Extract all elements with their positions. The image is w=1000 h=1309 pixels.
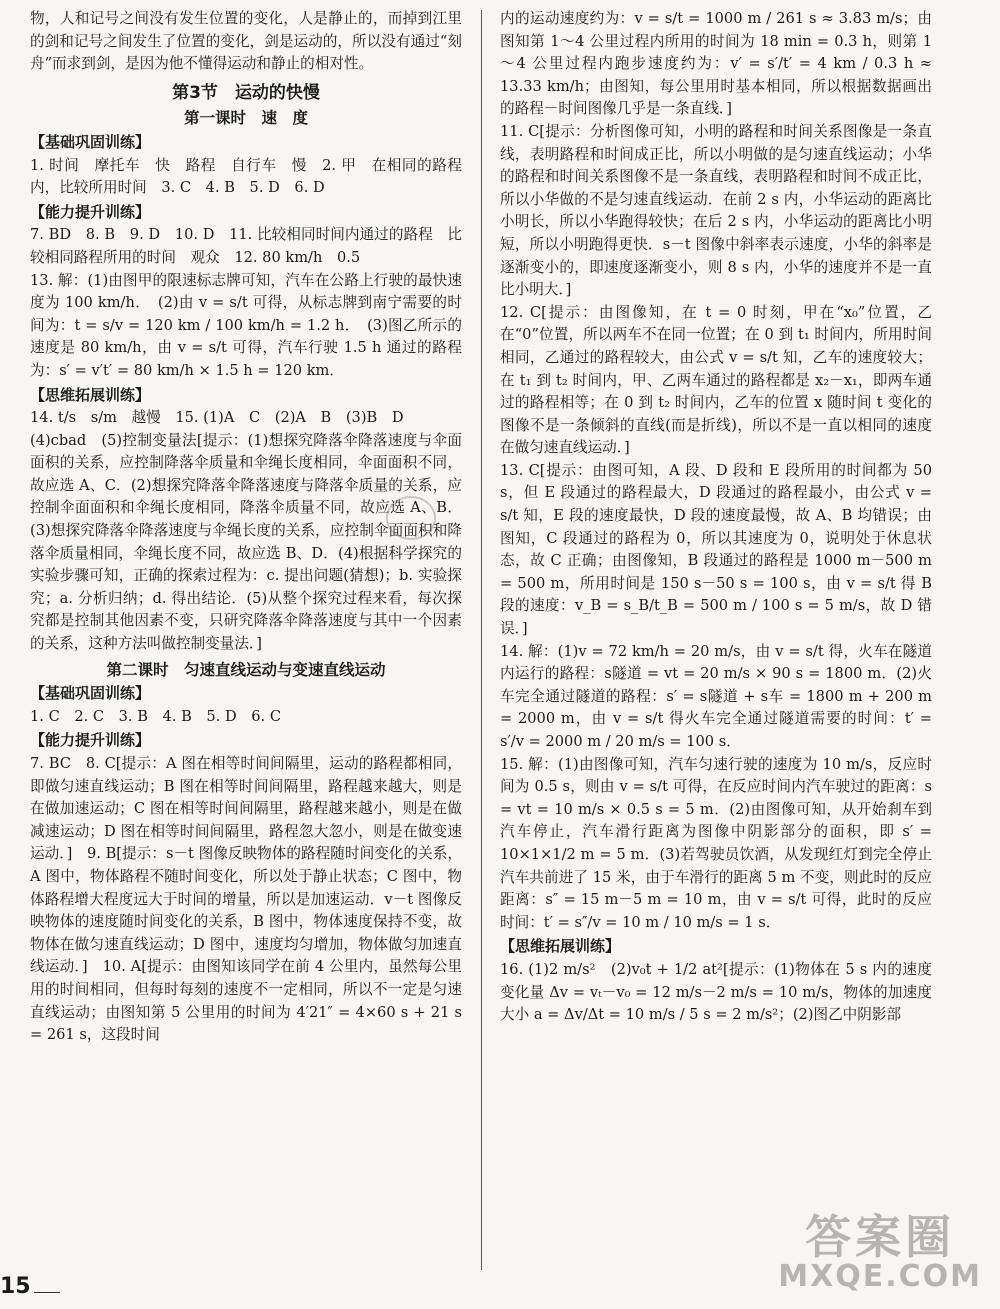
answer-11: 11. C[提示：分析图像可知，小明的路程和时间关系图像是一条直线，表明路程和时间成正比，所以小明做的是匀速直线运动；小华的路程和时间关系图像不是一条直线，表明路程和时间不成正比，所以小华做的不是匀速直线运动．在前 2 s 内，小华运动的距离比小明长，所以小华跑得较快；在后 2 s 内，小华运动的距离比小明短，所以小明跑得更快．s－t 图像中斜率表示速度，小华的斜率是逐渐变小的，即速度逐渐变小，则 8 s 内，小华的速度并不是一直比小明大．] <box>500 122 932 299</box>
watermark-line2: MXQE.COM <box>778 1259 982 1294</box>
lesson1-title: 第一课时 速 度 <box>183 109 308 128</box>
thinking-training-heading: 【思维拓展训练】 <box>30 385 151 404</box>
answer-13: 13. 解：(1)由图甲的限速标志牌可知，汽车在公路上行驶的最快速度为 100 km/h． (2)由 v = s/t 可得，从标志牌到南宁需要的时间为：t = s/v = 120 km / 100 km/h = 1.2 h． (3)图乙所示的速度是 80 km/h，由 v = s/t 可得，汽车行驶 1.5 h 通过的路程为：s′ = v′t′ = 80 km/h × 1.5 h = 120 km． <box>30 271 462 379</box>
answer-14-15: 14. t/s s/m 越慢 15. (1)A C (2)A B (3)B D <box>30 409 404 427</box>
footer-rule <box>34 1292 60 1293</box>
answer-15-right: 15. 解：(1)由图像可知，汽车匀速行驶的速度为 10 m/s，反应时间为 0.5 s，则由 v = s/t 可得，在反应时间内汽车驶过的距离：s = vt = 10 m/s × 0.5 s = 5 m．(2)由图像可知，从开始刹车到汽车停止，汽车滑行距离为图像中阴影部分的面积，即 s′ = 10×1×1/2 m = 5 m．(3)若驾驶员饮酒，从发现红灯到完全停止汽车共前进了 15 米，由于车滑行的距离 5 m 不变，则此时的反应距离：s″ = 15 m－5 m = 10 m，由 v = s/t 可得，此时的反应时间：t′ = s″/v = 10 m / 10 m/s = 1 s． <box>500 755 932 931</box>
ability-training-heading: 【能力提升训练】 <box>30 202 151 221</box>
column-divider <box>481 10 482 1270</box>
answer-16: 16. (1)2 m/s² (2)v₀t + 1/2 at²[提示：(1)物体在 5 s 内的速度变化量 Δv = vₜ－v₀ = 12 m/s－2 m/s = 10 m/s，物体的加速度大小 a = Δv/Δt = 10 m/s / 5 s = 2 m/s²；(2)图乙中阴影部 <box>500 960 932 1024</box>
basic-answers: 1. 时间 摩托车 快 路程 自行车 慢 2. 甲 在相同的路程内，比较所用时间 3. C 4. B 5. D 6. D <box>30 156 462 197</box>
answer-13-right: 13. C[提示：由图可知，A 段、D 段和 E 段所用的时间都为 50 s，但 E 段通过的路程最大，D 段通过的路程最小，由公式 v = s/t 知，E 段的速度最快，D 段的速度最慢，故 A、B 均错误；由图知，C 段通过的路程为 0，所以其速度为 0，说明处于休息状态，故 C 正确；由图像知，B 段通过的路程是 1000 m－500 m = 500 m，所用时间是 150 s－50 s = 100 s，由 v = s/t 得 B 段的速度：v_B = s_B/t_B = 500 m / 100 s = 5 m/s，故 D 错误．] <box>500 461 932 638</box>
lesson2-title: 第二课时 匀速直线运动与变速直线运动 <box>106 660 386 679</box>
ability-answers: 7. BD 8. B 9. D 10. D 11. 比较相同时间内通过的路程 比较相同路程所用的时间 观众 12. 80 km/h 0.5 <box>30 226 462 266</box>
ability-training-heading-2: 【能力提升训练】 <box>30 731 151 750</box>
intro-paragraph: 物，人和记号之间没有发生位置的变化，人是静止的，而掉到江里的剑和记号之间发生了位置的变化，剑是运动的，所以没有通过“刻舟”而求到剑，是因为他不懂得运动和静止的相对性。 <box>30 10 462 73</box>
thinking-training-heading-right: 【思维拓展训练】 <box>500 937 621 956</box>
basic-answers-2: 1. C 2. C 3. B 4. B 5. D 6. C <box>30 707 281 725</box>
basic-training-heading: 【基础巩固训练】 <box>30 132 151 151</box>
right-column <box>500 8 932 1027</box>
answer-14-right: 14. 解：(1)v = 72 km/h = 20 m/s，由 v = s/t 得，火车在隧道内运行的路程：s隧道 = vt = 20 m/s × 90 s = 1800 m．(2)火车完全通过隧道的路程：s′ = s隧道 + s车 = 1800 m + 200 m = 2000 m，由 v = s/t 得火车完全通过隧道需要的时间：t′ = s′/v = 2000 m / 20 m/s = 100 s． <box>500 642 932 750</box>
watermark-line1: 答案圈 <box>805 1210 956 1264</box>
watermark-logo <box>778 1210 982 1294</box>
answer-15-rest: (4)cbad (5)控制变量法[提示：(1)想探究降落伞降落速度与伞面面积的关系，应控制降落伞质量和伞绳长度相同，伞面面积不同，故应选 A、C．(2)想探究降落伞降落速度与降落伞质量的关系，应控制伞面面积和伞绳长度相同，降落伞质量不同，故应选 A、B．(3)想探究降落伞降落速度与伞绳长度的关系，应控制伞面面积和降落伞质量相同，伞绳长度不同，故应选 B、D．(4)根据科学探究的实验步骤可知，正确的探索过程为：c. 提出问题(猜想)；b. 实验探究；a. 分析归纳；d. 得出结论．(5)从整个探究过程来看，每次探究都是控制其他因素不变，只研究降落伞降落速度与其中一个因素的关系，这种方法叫做控制变量法．] <box>30 431 462 653</box>
section-title: 第3节 运动的快慢 <box>172 82 320 103</box>
basic-training-heading-2: 【基础巩固训练】 <box>30 684 151 703</box>
answer-12: 12. C[提示：由图像知，在 t = 0 时刻，甲在“x₀”位置，乙在“0”位置，所以两车不在同一位置；在 0 到 t₁ 时间内，所用时间相同，乙通过的路程较大，由公式 v = s/t 知，乙车的速度较大；在 t₁ 到 t₂ 时间内，甲、乙两车通过的路程都是 x₂－x₁，即两车通过的路程相等；在 0 到 t₂ 时间内，乙车的位置 x 随时间 t 变化的图像不是一条倾斜的直线(而是折线)，所以不是一直以相同的速度在做匀速直线运动．] <box>500 303 932 457</box>
continued-answer-10: 内的运动速度约为：v = s/t = 1000 m / 261 s ≈ 3.83 m/s；由图知第 1～4 公里过程内所用的时间为 18 min = 0.3 h，则第 1～4 公里过程内跑步速度约为：v′ = s′/t′ = 4 km / 0.3 h ≈ 13.33 km/h；由图知，每公里用时基本相同，所以根据数据画出的路程－时间图像几乎是一条直线．] <box>500 10 932 118</box>
page-number: 15 <box>0 1274 31 1299</box>
ink-stamp <box>386 496 436 540</box>
ability-answers-2: 7. BC 8. C[提示：A 图在相等时间间隔里，运动的路程都相同，即做匀速直线运动；B 图在相等时间间隔里，路程越来越大，则是在做加速运动；C 图在相等时间间隔里，路程越来越小，则是在做减速运动；D 图在相等时间间隔里，路程忽大忽小，则是在做变速运动．] 9. B[提示：s－t 图像反映物体的路程随时间变化的关系，A 图中，物体路程不随时间变化，所以处于静止状态；C 图中，物体路程增大程度远大于时间的增量，所以是加速运动．v－t 图像反映物体的速度随时间变化的关系，B 图中，物体速度保持不变，故物体在做匀速直线运动；D 图中，速度均匀增加，物体做匀加速直线运动．] 10. A[提示：由图知该同学在前 4 公里内，虽然每公里用的时间相同，但每时每刻的速度不一定相同，所以不一定是匀速直线运动；由图知第 5 公里用的时间为 4′21″ = 4×60 s + 21 s = 261 s，这段时间 <box>30 755 462 1044</box>
